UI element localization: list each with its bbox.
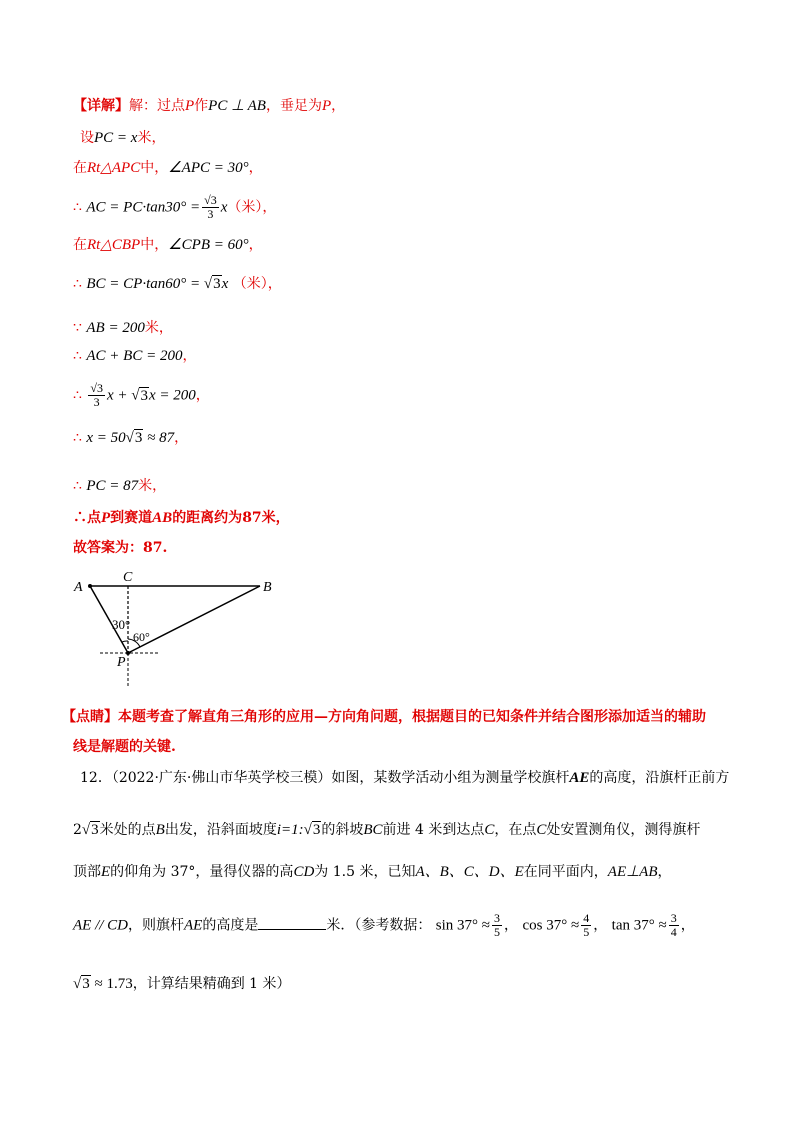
label-C: C xyxy=(123,570,133,585)
geometry-figure xyxy=(70,570,280,690)
solution-line-13: 故答案为：87. xyxy=(73,540,168,556)
solution-line-3: 在Rt△APC中，∠APC = 30°， xyxy=(73,160,263,176)
question-line-5: √3 ≈ 1.73，计算结果精确到 1 米） xyxy=(73,976,291,992)
question-line-2: 2√3米处的点B出发，沿斜面坡度i=1:√3的斜坡BC前进 4 米到达点C，在点C处安置测角仪，测得旗杆 xyxy=(73,822,701,838)
question-line-1: 12．（2022·广东·佛山市华英学校三模）如图，某数学活动小组为测量学校旗杆AE的高度，沿旗杆正前方 xyxy=(80,770,730,786)
solution-line-11: ∴ PC = 87米， xyxy=(73,478,167,494)
label-A: A xyxy=(74,580,83,595)
comment-line-2: 线是解题的关键. xyxy=(73,739,176,755)
label-P: P xyxy=(117,655,126,670)
question-line-3: 顶部E的仰角为 37°，量得仪器的高CD为 1.5 米，已知A、B、C、D、E在同平面内，AE⊥AB， xyxy=(73,864,672,880)
sqrt: √3 xyxy=(125,430,143,446)
fraction: $\frac{√3}{3}$ xyxy=(204,193,217,221)
comment-line-1: 【点睛】本题考查了解直角三角形的应用—方向角问题，根据题目的已知条件并结合图形添加适当的辅助 xyxy=(62,709,706,725)
question-number: 12． xyxy=(80,770,112,786)
sqrt: √3 xyxy=(131,387,148,404)
solution-line-9: ∴ $\frac{√3}{3}$ x + √3x = 200， xyxy=(73,381,210,409)
solution-line-10: ∴ x = 50√3 ≈ 87， xyxy=(73,430,189,446)
label-B: B xyxy=(263,580,272,595)
fraction: $\frac{4}{5}$ xyxy=(583,911,590,939)
solution-line-6: ∴ BC = CP·tan60° = √3x （米）， xyxy=(73,276,282,292)
angle-label-30: 30° xyxy=(112,617,131,632)
angle-arc-30 xyxy=(122,641,128,642)
sqrt: √3 xyxy=(81,822,99,838)
solution-line-5: 在Rt△CBP中，∠CPB = 60°， xyxy=(73,237,263,253)
detail-tag: 【详解】 xyxy=(73,98,129,114)
fraction: $\frac{3}{5}$ xyxy=(494,911,501,939)
point-A xyxy=(88,584,92,588)
question-line-4: AE // CD，则旗杆AE的高度是 米．（参考数据： sin 37° ≈ $\frac{3}{5}$ ， cos 37° ≈ $\frac{4}{5}$ ， tan 37° ≈ $\frac{3}{4}$ ， xyxy=(73,911,695,939)
sqrt: √3 xyxy=(303,822,321,838)
solution-line-4: ∴ AC = PC·tan30° = $\frac{√3}{3}$ x（米）， xyxy=(73,193,277,221)
fraction: $\frac{3}{4}$ xyxy=(670,911,677,939)
solution-line-1: 【详解】解：过点P作PC ⊥ AB，垂足为P， xyxy=(73,98,346,114)
solution-line-12: ∴点P到赛道AB的距离约为87米， xyxy=(73,510,290,526)
comment-tag: 【点睛】 xyxy=(62,709,118,725)
solution-line-8: ∴ AC + BC = 200， xyxy=(73,348,197,364)
solution-line-7: ∵ AB = 200米， xyxy=(73,320,173,336)
point-P xyxy=(126,651,130,655)
fraction: $\frac{√3}{3}$ xyxy=(90,381,103,409)
answer-blank[interactable] xyxy=(258,915,326,930)
sqrt: √3 xyxy=(73,976,90,992)
solution-line-2: 设PC = x米， xyxy=(80,130,166,146)
angle-label-60: 60° xyxy=(133,630,150,644)
sqrt: √3 xyxy=(203,276,221,292)
